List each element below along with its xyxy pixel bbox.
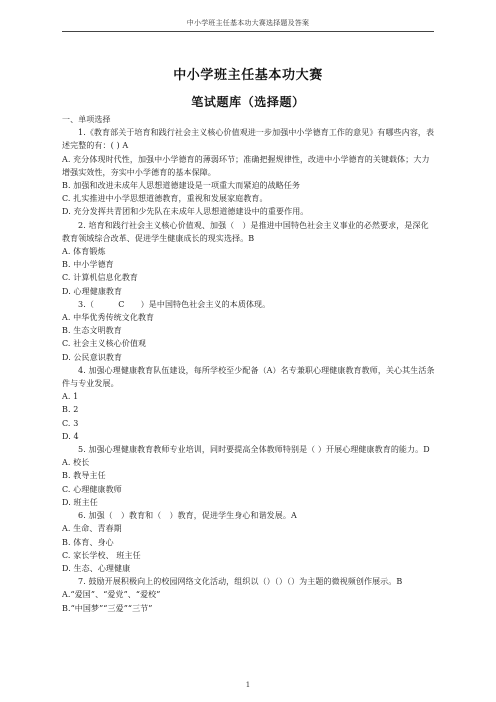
question-option: D. 4 <box>62 431 79 441</box>
document-body <box>62 113 436 615</box>
question-stem: 2. 培育和践行社会主义核心价值观、加强（ ）是推进中国特色社会主义事业的必然要求，是深化教育领域综合改革、促进学生健康成长的现实选择。B <box>62 220 429 243</box>
section-heading: 一、单项选择 <box>62 115 111 124</box>
question-option: A.“爱国”、“爱党”、“爱校” <box>62 590 161 600</box>
question-option: D. 心理健康教育 <box>62 286 123 296</box>
question-option: B. 体育、身心 <box>62 537 114 547</box>
question-option: C. 计算机信息化教育 <box>62 273 139 283</box>
question-option: D. 充分发挥共青团和少先队在未成年人思想道德建设中的重要作用。 <box>62 207 309 217</box>
question-option: B.“中国梦”“三爱”“三节” <box>62 603 153 613</box>
question-option: B. 教导主任 <box>62 471 106 481</box>
page-subtitle: 笔试题库（选择题） <box>191 95 305 109</box>
question-stem: 1.《教育部关于培育和践行社会主义核心价值观进一步加强中小学德育工作的意见》有哪些内容，表述完整的有：( ) A <box>62 128 435 151</box>
question-option: C. 3 <box>62 418 79 428</box>
question-option: C. 心理健康教师 <box>62 484 122 494</box>
question-option: C. 社会主义核心价值观 <box>62 339 147 349</box>
question-option: B. 生态文明教育 <box>62 326 122 336</box>
question-stem: 6. 加强（ ）教育和（ ）教育，促进学生身心和谐发展。A <box>78 511 297 521</box>
question-option: B. 2 <box>62 405 79 415</box>
question-option: B. 加强和改进未成年人思想道德建设是一项重大而紧迫的战略任务 <box>62 181 301 191</box>
question-option: A. 校长 <box>62 458 90 468</box>
question-stem: 5. 加强心理健康教育教师专业培训，同时要提高全体教师特别是（ ）开展心理健康教育的能力。D <box>78 445 430 455</box>
page-number: 1 <box>245 681 251 689</box>
running-header: 中小学班主任基本功大赛选择题及答案 <box>186 19 310 27</box>
question-stem: 7. 鼓励开展积极向上的校园网络文化活动，组织以（）（）（）为主题的微视频创作展示。B <box>78 577 403 587</box>
question-option: A. 生命、青春期 <box>62 524 122 534</box>
question-option: A. 充分体现时代性，加强中小学德育的薄弱环节；准确把握规律性，改进中小学德育的关键载体；大力增强实效性，夯实中小学德育的基本保障。 <box>62 154 430 177</box>
question-stem: 3.（ C ）是中国特色社会主义的本质体现。 <box>78 299 271 309</box>
question-option: A. 体育锻炼 <box>62 247 106 257</box>
question-option: A. 中华优秀传统文化教育 <box>62 313 155 323</box>
question-option: C. 扎实推进中小学思想道德教育，重视和发展家庭教育。 <box>62 194 268 204</box>
question-option: B. 中小学德育 <box>62 260 114 270</box>
header-rule <box>62 31 434 32</box>
question-option: D. 公民意识教育 <box>62 352 123 362</box>
question-option: A. 1 <box>62 392 79 402</box>
question-option: C. 家长学校、 班主任 <box>62 550 141 560</box>
question-option: D. 生态、心理健康 <box>62 563 131 573</box>
page-title: 中小学班主任基本功大赛 <box>173 68 323 83</box>
question-stem: 4. 加强心理健康教育队伍建设，每所学校至少配备（A）名专兼职心理健康教育教师，关心其生活条件与专业发展。 <box>62 365 435 389</box>
question-option: D. 班主任 <box>62 497 98 507</box>
